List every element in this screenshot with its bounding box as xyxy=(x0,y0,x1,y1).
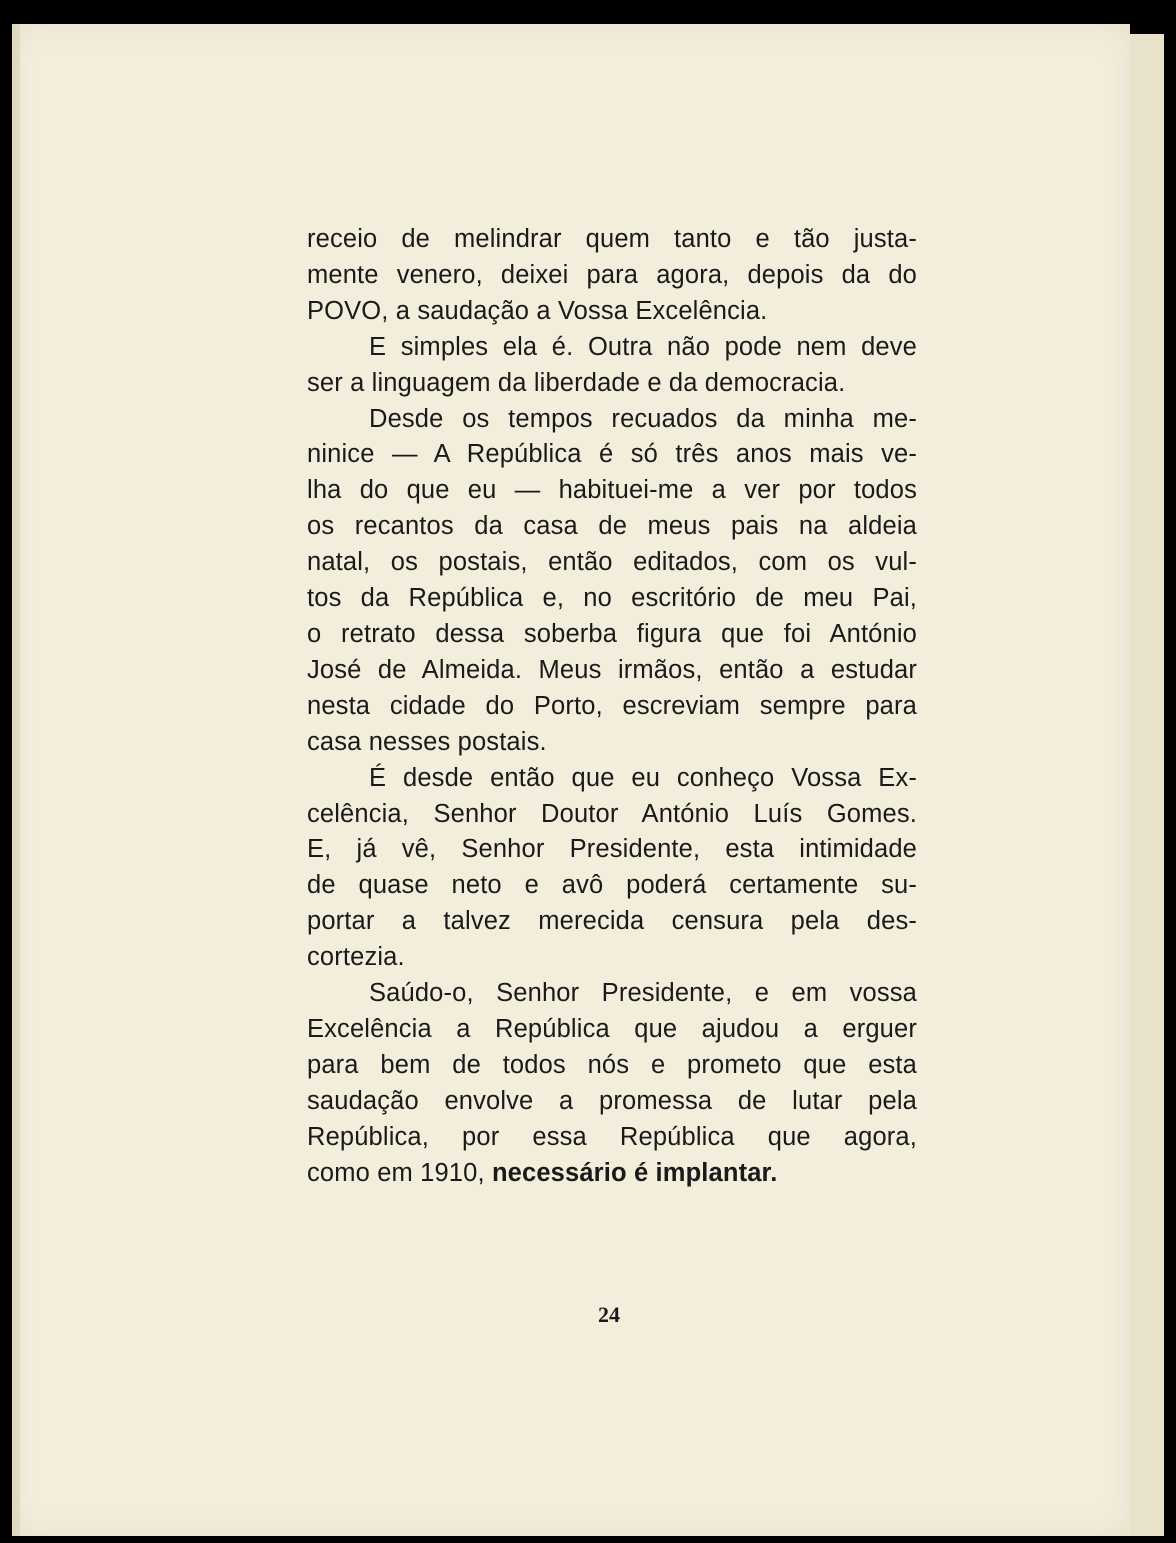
text-line: portar a talvez merecida censura pela des- xyxy=(307,907,917,936)
text-line: saudação envolve a promessa de lutar pela xyxy=(307,1086,917,1115)
text-line: natal, os postais, então editados, com os vul- xyxy=(307,548,917,577)
text-line: o retrato dessa soberba figura que foi António xyxy=(307,619,917,648)
text-line: Saúdo-o, Senhor Presidente, e em vossa xyxy=(369,979,917,1008)
page-left-edge xyxy=(12,24,20,1536)
text-line: celência, Senhor Doutor António Luís Gomes. xyxy=(307,799,917,828)
text-line: para bem de todos nós e prometo que esta xyxy=(307,1050,917,1079)
text-line: ser a linguagem da liberdade e da democracia. xyxy=(307,368,846,397)
body-text xyxy=(307,222,917,1191)
text-line: tos da República e, no escritório de meu Pai, xyxy=(307,584,917,613)
text-line: Desde os tempos recuados da minha me- xyxy=(369,404,917,433)
text-line: receio de melindrar quem tanto e tão justa- xyxy=(307,225,917,253)
text-line: cortezia. xyxy=(307,943,405,972)
text-line: E simples ela é. Outra não pode nem deve xyxy=(369,332,917,361)
text-line: ninice — A República é só três anos mais ve- xyxy=(307,440,917,469)
page-right-edge xyxy=(1130,34,1164,1536)
text-line: José de Almeida. Meus irmãos, então a estudar xyxy=(307,655,917,684)
text-line: E, já vê, Senhor Presidente, esta intimidade xyxy=(307,835,917,864)
text-line-final xyxy=(307,1156,917,1192)
text-line: República, por essa República que agora, xyxy=(307,1122,917,1151)
text-line: É desde então que eu conheço Vossa Ex- xyxy=(369,763,917,792)
text-line: nesta cidade do Porto, escreviam sempre para xyxy=(307,691,917,720)
text-line: de quase neto e avô poderá certamente su- xyxy=(307,871,917,900)
text-line: mente venero, deixei para agora, depois da do xyxy=(307,260,917,289)
final-line-plain: como em 1910, xyxy=(307,1158,492,1187)
text-line: casa nesses postais. xyxy=(307,727,547,756)
text-line: lha do que eu — habituei-me a ver por todos xyxy=(307,476,917,505)
page-number: 24 xyxy=(598,1302,620,1327)
text-line: Excelência a República que ajudou a erguer xyxy=(307,1014,917,1043)
final-line-emphasis: necessário é implantar. xyxy=(491,1158,778,1187)
text-line: os recantos da casa de meus pais na aldeia xyxy=(307,512,917,541)
text-line: POVO, a saudação a Vossa Excelência. xyxy=(307,296,768,325)
